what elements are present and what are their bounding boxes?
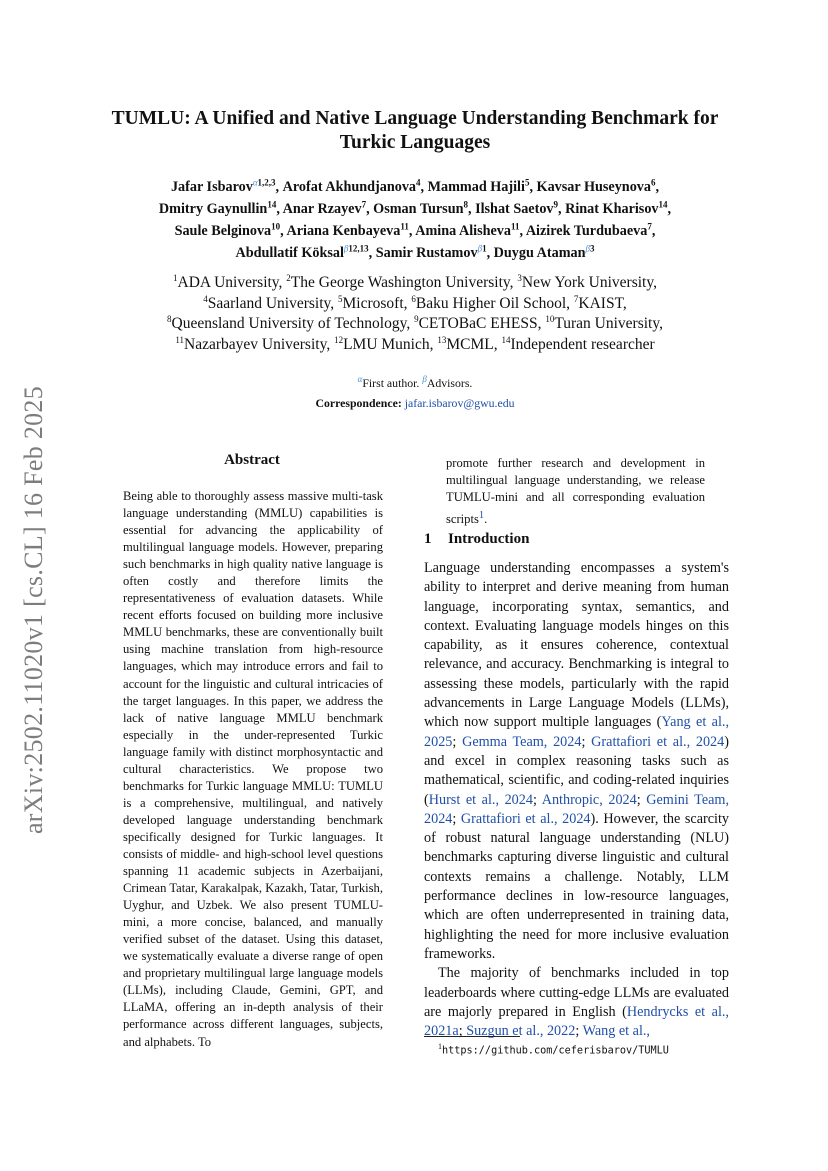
- affiliation-number: 6: [411, 293, 416, 304]
- citation-link[interactable]: Yang et al., 2025: [424, 714, 729, 750]
- affiliation-number: 7: [573, 293, 579, 304]
- affiliation: [173, 274, 279, 291]
- affiliation-number: 13: [437, 334, 447, 345]
- author: [373, 201, 468, 217]
- footnote: [438, 1042, 669, 1056]
- correspondence: [95, 393, 735, 413]
- affiliation: [203, 295, 330, 312]
- body-text: ;: [532, 791, 542, 808]
- correspondence-email-link[interactable]: jafar.isbarov@gwu.edu: [404, 396, 515, 410]
- citation-link[interactable]: Gemma Team, 2024: [462, 733, 582, 750]
- affiliation-number: 9: [414, 313, 419, 324]
- paper-title: TUMLU: A Unified and Native Language Understanding Benchmark for Turkic Languages: [111, 108, 719, 153]
- affiliation-name: Saarland University: [207, 294, 331, 312]
- affiliation-name: New York University: [521, 274, 654, 291]
- author: [286, 223, 408, 239]
- footnote-url-link[interactable]: https://github.com/ceferisbarov/TUMLU: [442, 1045, 669, 1057]
- affiliation: [517, 274, 653, 291]
- role-notes: [95, 373, 735, 393]
- intro-paragraph-2: [424, 964, 729, 1041]
- author-name: Abdullatif Köksal: [235, 245, 344, 261]
- intro-paragraph-1: [424, 559, 729, 964]
- affiliation-number: 4: [203, 293, 208, 304]
- affiliation: [545, 315, 659, 332]
- affiliation-number: 1: [173, 272, 178, 283]
- affiliation: [167, 315, 406, 332]
- author-notes: [95, 373, 735, 413]
- author-role-mark: α: [252, 177, 258, 188]
- abstract-continuation-text: promote further research and development in multilingual language understanding, we release TUMLU-mini and all corresponding evaluation scripts: [446, 456, 705, 526]
- footnote-rule: [424, 1036, 520, 1037]
- citation-link[interactable]: Gemini Team, 2024: [424, 791, 729, 827]
- author-list: Jafar Isbarov$^{\alpha 1,2,3}$, Arofat Akhundjanova$^4$, Mammad Hajili$^5$, Kavsar Huseynova$^6$, Dmitry Gaynullin$^{14}$, Anar Rzayev$^7$, Osman Tursun$^8$, Ilshat Saetov$^9$, Rinat Kharisov$^{14}$, Saule Belginova$^{10}$, Ariana Kenbayeva$^{11}$, Amina Alisheva$^{11}$, Aizirek Turdubaeva$^7$, Abdullatif Köksal$^{\beta 12,13}$, Samir Rustamov$^{\beta 1}$, Duygu Ataman$^{\beta 3}$: [158, 177, 672, 261]
- author-affiliation-mark: 8: [463, 199, 468, 210]
- author: [428, 179, 530, 195]
- author: [565, 201, 667, 217]
- affiliation: [286, 274, 509, 291]
- introduction-body: [424, 559, 729, 1041]
- affiliation: [175, 336, 326, 353]
- affiliation-name: LMU Munich: [343, 335, 430, 353]
- section-title: Introduction: [448, 531, 530, 547]
- citation-link[interactable]: Hendrycks et al., 2021a: [424, 1003, 729, 1040]
- affiliation: [411, 295, 566, 312]
- affiliation: [574, 295, 623, 312]
- citation-link[interactable]: Anthropic, 2024: [541, 791, 637, 808]
- abstract-end-period: .: [484, 511, 488, 526]
- correspondence-label: Correspondence:: [315, 396, 402, 410]
- author: [415, 223, 519, 239]
- author-name: Dmitry Gaynullin: [158, 201, 268, 217]
- affiliation-number: 14: [501, 334, 511, 345]
- author-role-mark: β: [343, 243, 349, 254]
- affiliation: [414, 315, 538, 332]
- abstract-heading: Abstract: [224, 452, 280, 468]
- affiliation: [334, 336, 430, 353]
- first-author-mark: α: [357, 374, 363, 385]
- body-text: ;: [581, 733, 592, 750]
- author-name: Ariana Kenbayeva: [286, 223, 401, 239]
- author-name: Aizirek Turdubaeva: [525, 223, 648, 239]
- affiliation-name: ADA University: [177, 274, 279, 291]
- author-affiliation-mark: β12,13: [343, 243, 369, 254]
- author-affiliation-mark: α1,2,3: [252, 177, 276, 188]
- author: [159, 201, 276, 217]
- author-affiliation-mark: 10: [271, 221, 281, 232]
- author-name: Ilshat Saetov: [475, 201, 554, 217]
- affiliation-name: MCML: [446, 335, 494, 353]
- author-name: Arofat Akhundjanova: [282, 179, 417, 195]
- citation-link[interactable]: Hurst et al., 2024: [428, 791, 533, 808]
- author-affiliation-mark: β3: [585, 243, 595, 254]
- author-name: Amina Alisheva: [415, 223, 511, 239]
- affiliation-list: $^1$ADA University, $^2$The George Washington University, $^3$New York University, $^4$Saarland University, $^5$Microsoft, $^6$Baku Higher Oil School, $^7$KAIST, $^8$Queensland University of Technology, $^9$CETOBaC EHESS, $^{10}$Turan University, $^{11}$Nazarbayev University, $^{12}$LMU Munich, $^{13}$MCML, $^{14}$Independent researcher: [167, 272, 663, 353]
- affiliation-number: 2: [286, 272, 291, 283]
- section-number: 1: [424, 531, 432, 547]
- first-author-note: First author.: [362, 376, 420, 390]
- body-text: ). However, the scarcity of robust natural language understanding (NLU) benchmarks capturing diverse linguistic and cultural contexts remains a challenge. Notably, LLM performance declines in low-resource languages, which are often underrepresented in training data, highlighting the need for more inclusive evaluation frameworks.: [424, 810, 730, 962]
- author: [283, 179, 421, 195]
- citation-link[interactable]: Suzgun et al., 2022: [466, 1023, 576, 1040]
- affiliation-number: 10: [545, 313, 555, 324]
- body-text: ;: [636, 791, 647, 808]
- author-affiliation-mark: 7: [647, 221, 652, 232]
- author-affiliation-mark: β1: [477, 243, 487, 254]
- affiliation-name: CETOBaC EHESS: [418, 315, 538, 332]
- affiliation-name: Baku Higher Oil School: [415, 294, 567, 312]
- author-role-mark: β: [585, 243, 590, 254]
- affiliation-name: Queensland University of Technology: [171, 315, 407, 332]
- author-affiliation-mark: 11: [400, 221, 409, 232]
- advisor-note: Advisors.: [426, 376, 473, 390]
- author-affiliation-mark: 5: [524, 177, 530, 188]
- affiliation-number: 11: [175, 334, 185, 345]
- affiliation-number: 8: [167, 313, 172, 324]
- affiliation-number: 5: [338, 293, 343, 304]
- author-affiliation-mark: 11: [510, 221, 520, 232]
- affiliation-name: The George Washington University: [290, 274, 510, 291]
- citation-link[interactable]: Wang et al.,: [582, 1023, 650, 1040]
- author-affiliation-mark: 4: [416, 177, 421, 188]
- author-affiliation-mark: 6: [650, 177, 656, 188]
- body-text: Language understanding encompasses a system's ability to interpret and derive meaning from human language, incorporating syntax, semantics, and context. Evaluating language models hinges on this capability, as it ensures coherence, contextual relevance, and accuracy. Benchmarking is integral to assessing these models, particularly with the rapid advancements in Large Language Models (LLMs), which now support multiple languages (: [424, 560, 729, 731]
- advisor-mark: β: [422, 374, 427, 385]
- footnote-mark: 1: [438, 1042, 442, 1051]
- affiliation-number: 3: [517, 272, 522, 283]
- affiliation: [338, 295, 404, 312]
- body-text: The majority of benchmarks included in top leaderboards where cutting-edge LLMs are evaluated are majorly prepared in English (: [424, 965, 729, 1020]
- author-affiliation-mark: 9: [553, 199, 559, 210]
- abstract-continuation: [446, 455, 705, 528]
- author-affiliation-mark: 14: [658, 199, 668, 210]
- body-text: ;: [575, 1023, 583, 1040]
- author-name: Anar Rzayev: [282, 201, 362, 217]
- author: [537, 179, 656, 195]
- author: [376, 245, 487, 261]
- affiliation-name: Independent researcher: [510, 335, 655, 353]
- author: [175, 223, 281, 239]
- body-text: ) and excel in complex reasoning tasks such as mathematical, scientific, and coding-related inquiries (: [424, 733, 729, 808]
- author: [494, 245, 595, 261]
- affiliation-name: Nazarbayev University: [184, 335, 327, 353]
- author-affiliation-mark: 7: [361, 199, 367, 210]
- arxiv-side-stamp: arXiv:2502.11020v1 [cs.CL] 16 Feb 2025: [19, 385, 48, 835]
- abstract-text: Being able to thoroughly assess massive multi-task language understanding (MMLU) capabilities is essential for advancing the applicability of multilingual language models. However, preparing such benchmarks in high quality native language is often costly and therefore limits the representativeness of evaluation datasets. While recent efforts focused on building more inclusive MMLU benchmarks, these are conventionally built using machine translation from high-resource languages, which may introduce errors and fail to account for the linguistic and cultural intricacies of the target languages. In this paper, we address the lack of native language MMLU benchmark especially in the under-represented Turkic language family with distinct morphosyntactic and cultural characteristics. We propose two benchmarks for Turkic language MMLU: TUMLU is a comprehensive, multilingual, and natively developed language understanding benchmark specifically designed for Turkic languages. It consists of middle- and high-school level questions spanning 11 academic subjects in Azerbaijani, Crimean Tatar, Karakalpak, Kazakh, Tatar, Turkish, Uyghur, and Uzbek. We also present TUMLU-mini, a more concise, balanced, and manually verified subset of the dataset. Using this dataset, we systematically evaluate a diverse range of open and proprietary multilingual large language models (LLMs), including Claude, Gemini, GPT, and LLaMA, offering an in-depth analysis of their performance across different languages, subjects, and alphabets. To: [123, 489, 383, 1049]
- affiliation-name: Microsoft: [342, 294, 404, 312]
- citation-link[interactable]: Grattafiori et al., 2024: [460, 810, 591, 827]
- affiliation: [502, 336, 655, 353]
- author-name: Duygu Ataman: [493, 245, 586, 261]
- author-role-mark: β: [477, 243, 483, 254]
- author-name: Kavsar Huseynova: [536, 179, 651, 195]
- author-affiliation-mark: 14: [267, 199, 277, 210]
- author-name: Saule Belginova: [174, 223, 272, 239]
- author: [475, 201, 558, 217]
- author-name: Rinat Kharisov: [565, 201, 659, 217]
- author-name: Samir Rustamov: [375, 245, 478, 261]
- citation-link[interactable]: Grattafiori et al., 2024: [591, 733, 725, 750]
- affiliation-name: Turan University: [554, 315, 660, 332]
- section-heading: [424, 531, 529, 548]
- affiliation-name: KAIST: [578, 294, 623, 312]
- body-text: ;: [452, 810, 461, 827]
- author: [171, 179, 276, 195]
- body-text: ;: [458, 1023, 467, 1040]
- author-name: Osman Tursun: [373, 201, 464, 217]
- author: [236, 245, 369, 261]
- body-text: ;: [452, 733, 463, 750]
- footnote-ref[interactable]: 1: [478, 509, 485, 521]
- author-name: Mammad Hajili: [427, 179, 525, 195]
- affiliation-number: 12: [334, 334, 344, 345]
- author-name: Jafar Isbarov: [170, 179, 253, 195]
- author: [526, 223, 652, 239]
- affiliation: [437, 336, 493, 353]
- author: [283, 201, 366, 217]
